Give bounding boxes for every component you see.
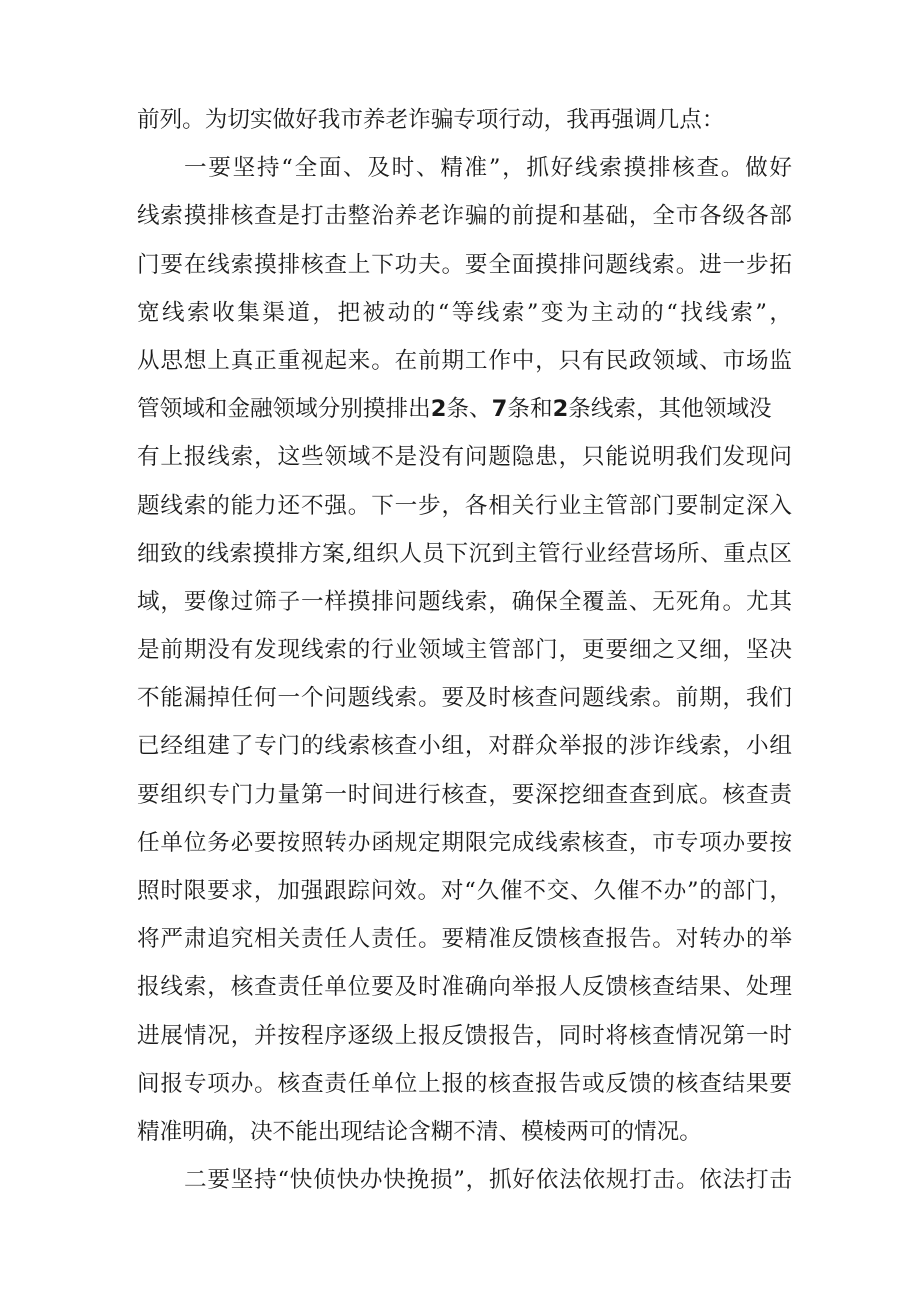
paragraph-first-line: 二要坚持“快侦快办快挽损”，抓好依法依规打击。依法打击 — [184, 1167, 792, 1194]
text-segment: 条和 — [507, 396, 553, 423]
text-line-with-numbers — [137, 385, 792, 433]
text-segment: 条线索，其他领域没 — [568, 396, 772, 423]
text-line: 域，要像过筛子一样摸排问题线索，确保全覆盖、无死角。尤其 — [137, 588, 792, 615]
text-line: 有上报线索，这些领域不是没有问题隐患，只能说明我们发现问 — [137, 444, 792, 471]
text-line: 照时限要求，加强跟踪问效。对“久催不交、久催不办”的部门， — [137, 878, 792, 904]
text-line: 是前期没有发现线索的行业领域主管部门，更要细之又细，坚决 — [137, 637, 792, 664]
text-line: 从思想上真正重视起来。在前期工作中，只有民政领域、市场监 — [137, 347, 792, 374]
text-line: 任单位务必要按照转办函规定期限完成线索核查，市专项办要按 — [137, 829, 792, 856]
text-line: 报线索，核查责任单位要及时准确向举报人反馈核查结果、处理 — [137, 974, 792, 1001]
text-line: 将严肃追究相关责任人责任。要精准反馈核查报告。对转办的举 — [137, 926, 792, 953]
text-line: 已经组建了专门的线索核查小组，对群众举报的涉诈线索，小组 — [137, 733, 792, 760]
number-value: 2 — [430, 396, 447, 423]
document-body — [137, 96, 792, 1204]
text-line: 间报专项办。核查责任单位上报的核查报告或反馈的核查结果要 — [137, 1070, 792, 1097]
text-line: 要组织专门力量第一时间进行核查，要深挖细查查到底。核查责 — [137, 781, 792, 808]
text-segment: 管领域和金融领域分别摸排出 — [137, 396, 431, 423]
text-line: 细致的线索摸排方案,组织人员下沉到主管行业经营场所、重点区 — [137, 540, 792, 567]
number-value: 7 — [491, 396, 508, 423]
text-line: 门要在线索摸排核查上下功夫。要全面摸排问题线索。进一步拓 — [137, 251, 792, 278]
text-line: 线索摸排核查是打击整治养老诈骗的前提和基础，全市各级各部 — [137, 203, 792, 230]
paragraph-first-line: 一要坚持“全面、及时、精准”，抓好线索摸排核查。做好 — [184, 155, 792, 182]
paragraph-last-line: 精准明确，决不能出现结论含糊不清、模棱两可的情况。 — [137, 1118, 702, 1145]
text-line: 不能漏掉任何一个问题线索。要及时核查问题线索。前期，我们 — [137, 685, 792, 712]
text-line: 进展情况，并按程序逐级上报反馈报告，同时将核查情况第一时 — [137, 1022, 792, 1049]
text-line: 题线索的能力还不强。下一步，各相关行业主管部门要制定深入 — [137, 492, 792, 519]
text-line: 宽线索收集渠道，把被动的“等线索”变为主动的“找线索”， — [137, 299, 792, 326]
text-line: 前列。为切实做好我市养老诈骗专项行动，我再强调几点： — [137, 107, 725, 133]
number-value: 2 — [552, 396, 569, 423]
text-segment: 条、 — [446, 396, 492, 423]
